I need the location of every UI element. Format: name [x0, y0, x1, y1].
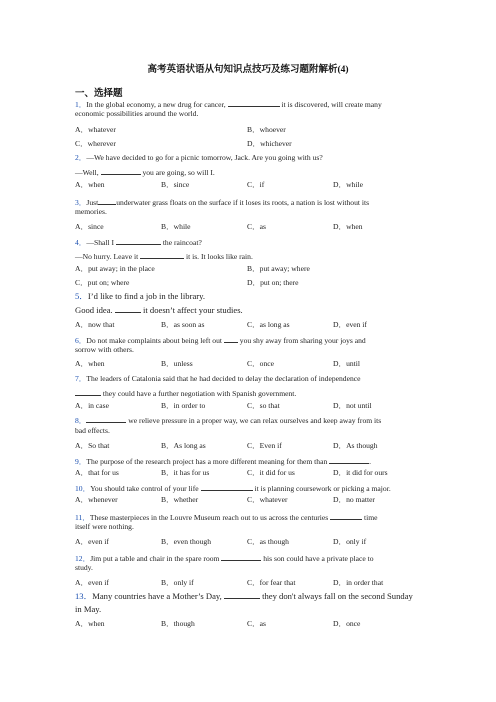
question-number: 5． — [75, 291, 88, 301]
question-4-option-c: C．put on; where — [75, 278, 130, 287]
question-9-option-c: C．it did for us — [247, 468, 295, 477]
question-2-option-b: B．since — [161, 180, 190, 189]
question-5-option-d: D．even if — [333, 320, 367, 329]
question-1-option-a: A．whatever — [75, 125, 116, 134]
question-2-option-a: A．when — [75, 180, 105, 189]
question-11-option-a: A．even if — [75, 537, 109, 546]
question-10-option-c: C．whatever — [247, 495, 288, 504]
question-7-option-a: A．in case — [75, 401, 109, 410]
question-11-option-d: D．only if — [333, 537, 367, 546]
question-1-stem: 1．In the global economy, a new drug for cancer, it is discovered, will create many — [75, 100, 382, 109]
question-3-option-b: B．while — [161, 222, 191, 231]
question-4-stem: 4．—Shall I the raincoat? — [75, 238, 202, 247]
question-9-option-d: D．it did for ours — [333, 468, 388, 477]
question-7-stem: 7．The leaders of Catalonia said that he had decided to delay the declaration of independence — [75, 374, 361, 383]
question-number: 9． — [75, 457, 87, 466]
question-6-option-a: A．when — [75, 359, 105, 368]
question-10-option-a: A．whenever — [75, 495, 118, 504]
question-9-option-b: B．it has for us — [161, 468, 210, 477]
question-5-option-b: B．as soon as — [161, 320, 205, 329]
question-8-option-d: D．As though — [333, 441, 378, 450]
question-number: 1． — [75, 100, 87, 109]
question-2-stem: 2．—We have decided to go for a picnic tomorrow, Jack. Are you going with us? — [75, 153, 323, 162]
question-5-stem: 5．I’d like to find a job in the library. — [75, 291, 206, 301]
question-number: 4． — [75, 238, 87, 247]
question-number: 13． — [75, 591, 93, 601]
question-number: 3． — [75, 198, 87, 207]
question-3-stem-cont: memories. — [75, 207, 107, 216]
question-12-stem-cont: study. — [75, 563, 93, 572]
question-7-stem-cont: they could have a further negotiation with Spanish government. — [75, 387, 296, 399]
section-heading: 一、选择题 — [75, 89, 123, 99]
question-10-stem: 10．You should take control of your life it is planning coursework or picking a major. — [75, 484, 391, 493]
question-9-stem: 9．The purpose of the research project has a more different meaning for them than . — [75, 457, 372, 466]
question-4-option-b: B．put away; where — [247, 264, 310, 273]
question-7-option-b: B．in order to — [161, 401, 206, 410]
question-3-stem: 3．Just underwater grass floats on the surface if it loses its roots, a nation is lost without its — [75, 198, 370, 207]
question-3-option-d: D．when — [333, 222, 363, 231]
question-6-option-c: C．once — [247, 359, 274, 368]
question-1-stem-cont: economic possibilities around the world. — [75, 109, 199, 118]
question-8-option-b: B．As long as — [161, 441, 206, 450]
question-11-stem: 11．These masterpieces in the Louvre Museum reach out to us across the centuries time — [75, 513, 378, 522]
question-2-option-d: D．while — [333, 180, 363, 189]
question-6-option-d: D．until — [333, 359, 361, 368]
question-7-option-c: C．so that — [247, 401, 280, 410]
question-11-stem-cont: itself were nothing. — [75, 522, 134, 531]
question-number: 7． — [75, 374, 87, 383]
question-number: 6． — [75, 336, 87, 345]
question-number: 2． — [75, 153, 87, 162]
question-8-option-a: A．So that — [75, 441, 110, 450]
question-7-option-d: D．not until — [333, 401, 372, 410]
question-13-stem-cont: in May. — [75, 604, 102, 614]
question-10-option-d: D．no matter — [333, 495, 375, 504]
question-number: 10． — [75, 484, 91, 493]
question-6-option-b: B．unless — [161, 359, 193, 368]
question-5-stem-cont: Good idea. it doesn’t affect your studies. — [75, 305, 243, 315]
question-5-option-a: A．now that — [75, 320, 115, 329]
question-8-stem-cont: bad effects. — [75, 426, 110, 435]
document-title: 高考英语状语从句知识点技巧及练习题附解析(4) — [147, 65, 349, 75]
question-12-option-c: C．for fear that — [247, 578, 296, 587]
question-8-stem: 8． we relieve pressure in a proper way, we can relax ourselves and keep away from its — [75, 416, 382, 425]
question-1-option-c: C．wherever — [75, 139, 116, 148]
question-1-option-d: D．whichever — [247, 139, 292, 148]
question-6-stem: 6．Do not make complaints about being left out you shy away from sharing your joys and — [75, 336, 366, 345]
question-12-option-a: A．even if — [75, 578, 109, 587]
question-1-option-b: B．whoever — [247, 125, 286, 134]
question-13-option-a: A．when — [75, 619, 105, 628]
question-6-stem-cont: sorrow with others. — [75, 345, 134, 354]
question-2-option-c: C．if — [247, 180, 265, 189]
question-8-option-c: C．Even if — [247, 441, 282, 450]
question-12-stem: 12．Jim put a table and chair in the spare room his son could have a private place to — [75, 554, 374, 563]
question-13-option-b: B．though — [161, 619, 195, 628]
question-13-option-d: D．once — [333, 619, 361, 628]
question-11-option-b: B．even though — [161, 537, 211, 546]
question-number: 11． — [75, 513, 90, 522]
question-4-option-d: D．put on; there — [247, 278, 299, 287]
question-12-option-d: D．in order that — [333, 578, 384, 587]
question-9-option-a: A．that for us — [75, 468, 119, 477]
question-3-option-a: A．since — [75, 222, 104, 231]
question-12-option-b: B．only if — [161, 578, 194, 587]
question-3-option-c: C．as — [247, 222, 266, 231]
question-2-stem-cont: —Well, you are going, so will I. — [75, 168, 215, 177]
question-10-option-b: B．whether — [161, 495, 199, 504]
question-13-option-c: C．as — [247, 619, 266, 628]
question-11-option-c: C．as though — [247, 537, 289, 546]
question-4-stem-cont: —No hurry. Leave it it is. It looks like rain. — [75, 252, 253, 261]
question-13-stem: 13．Many countries have a Mother’s Day, they don't always fall on the second Sunday — [75, 591, 413, 601]
question-number: 12． — [75, 554, 91, 563]
question-number: 8． — [75, 416, 87, 425]
question-5-option-c: C．as long as — [247, 320, 290, 329]
question-4-option-a: A．put away; in the place — [75, 264, 155, 273]
